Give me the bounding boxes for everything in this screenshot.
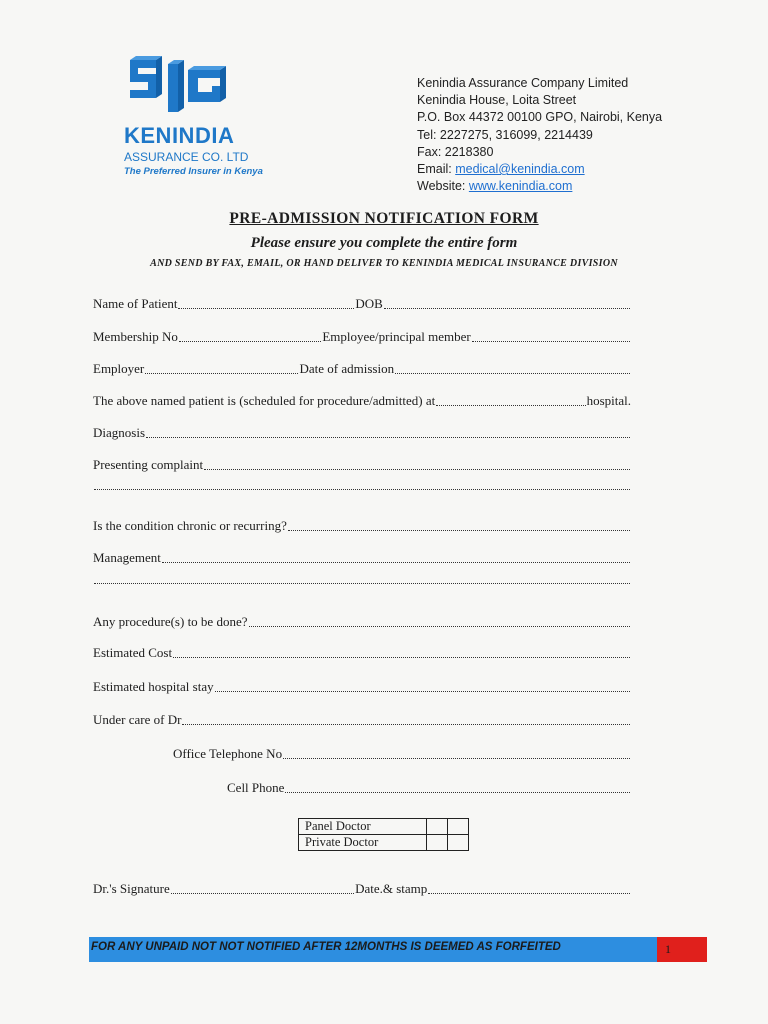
footer-notice: FOR ANY UNPAID NOT NOT NOTIFIED AFTER 12MONTHS IS DEEMED AS FORFEITED (91, 941, 561, 953)
dob-label: DOB (355, 296, 383, 311)
field-row-stay (93, 679, 631, 695)
management-field-continued[interactable] (94, 582, 630, 584)
employer-label: Employer (93, 361, 145, 376)
date-admission-label: Date of admission (299, 361, 395, 376)
diagnosis-field[interactable] (146, 436, 630, 438)
brand-tagline: The Preferred Insurer in Kenya (124, 166, 263, 177)
hospital-field[interactable] (436, 404, 585, 406)
membership-no-label: Membership No (93, 329, 178, 344)
field-row-employer (93, 361, 631, 377)
address-line-3: P.O. Box 44372 00100 GPO, Nairobi, Kenya (417, 110, 663, 125)
private-doctor-checkbox-2[interactable] (448, 835, 469, 851)
company-address (417, 75, 662, 195)
form-subtitle: Please ensure you complete the entire form (250, 235, 518, 251)
form-title: PRE-ADMISSION NOTIFICATION FORM (229, 210, 539, 227)
diagnosis-label: Diagnosis (93, 425, 145, 440)
field-row-patient (93, 296, 631, 312)
telephone: Tel: 2227275, 316099, 2214439 (417, 127, 593, 142)
address-line-1: Kenindia Assurance Company Limited (417, 76, 629, 90)
brand-subtitle: ASSURANCE CO. LTD (124, 150, 249, 164)
email-row (417, 161, 662, 178)
management-label: Management (93, 550, 161, 565)
field-row-procedures (93, 614, 631, 630)
dr-signature-label: Dr.'s Signature (93, 881, 170, 896)
field-row-management-cont (93, 582, 631, 587)
under-care-label: Under care of Dr (93, 712, 182, 727)
field-row-membership (93, 329, 631, 345)
cell-phone-field[interactable] (285, 791, 630, 793)
presenting-complaint-label: Presenting complaint (93, 457, 204, 472)
brand-block (124, 124, 263, 178)
field-row-complaint (93, 457, 631, 473)
hospital-suffix: hospital. (586, 393, 631, 408)
procedures-field[interactable] (249, 625, 631, 627)
email-label: Email: (417, 162, 456, 177)
office-phone-label: Office Telephone No (173, 746, 283, 761)
fax: Fax: 2218380 (417, 144, 494, 159)
cell-phone-label: Cell Phone (227, 780, 285, 795)
brand-name: KENINDIA (124, 123, 235, 148)
page-number-box (657, 937, 707, 962)
estimated-cost-label: Estimated Cost (93, 645, 173, 660)
date-stamp-field[interactable] (428, 892, 630, 894)
panel-doctor-checkbox[interactable] (427, 819, 448, 835)
procedures-label: Any procedure(s) to be done? (93, 614, 248, 629)
website-label: Website: (417, 179, 469, 194)
employee-member-field[interactable] (472, 340, 630, 342)
membership-no-field[interactable] (179, 340, 321, 342)
patient-name-label: Name of Patient (93, 296, 178, 311)
field-row-signature (93, 881, 631, 897)
under-care-field[interactable] (182, 723, 630, 725)
doctor-type-table (298, 818, 469, 851)
field-row-cost (93, 645, 631, 661)
field-row-doctor (93, 712, 631, 728)
panel-doctor-row (299, 819, 469, 835)
estimated-cost-field[interactable] (173, 656, 630, 658)
dr-signature-field[interactable] (171, 892, 354, 894)
page-number: 1 (665, 942, 671, 956)
kenindia-logo-icon (128, 52, 228, 120)
presenting-complaint-field-continued[interactable] (94, 488, 630, 490)
field-row-office-phone (173, 746, 631, 762)
patient-statement-label: The above named patient is (scheduled for procedure/admitted) at (93, 393, 436, 408)
footer-notice-bar (89, 937, 707, 962)
form-instruction: AND SEND BY FAX, EMAIL, OR HAND DELIVER TO KENINDIA MEDICAL INSURANCE DIVISION (150, 258, 618, 269)
presenting-complaint-field[interactable] (204, 468, 630, 470)
website-link[interactable]: www.kenindia.com (468, 179, 573, 194)
field-row-chronic (93, 518, 631, 534)
field-row-management (93, 550, 631, 566)
private-doctor-checkbox[interactable] (427, 835, 448, 851)
hospital-stay-label: Estimated hospital stay (93, 679, 214, 694)
field-row-cell-phone (227, 780, 631, 796)
address-line-2: Kenindia House, Loita Street (417, 93, 577, 108)
employee-member-label: Employee/principal member (322, 329, 471, 344)
private-doctor-row (299, 835, 469, 851)
patient-name-field[interactable] (178, 307, 354, 309)
employer-field[interactable] (145, 372, 298, 374)
chronic-label: Is the condition chronic or recurring? (93, 518, 287, 533)
field-row-diagnosis (93, 425, 631, 441)
date-stamp-label: Date.& stamp (355, 881, 428, 896)
date-admission-field[interactable] (395, 372, 630, 374)
website-row (417, 178, 662, 195)
field-row-complaint-cont (93, 488, 631, 493)
office-phone-field[interactable] (283, 757, 630, 759)
panel-doctor-checkbox-2[interactable] (448, 819, 469, 835)
field-row-hospital (93, 393, 631, 409)
chronic-field[interactable] (288, 529, 630, 531)
email-link[interactable]: medical@kenindia.com (455, 162, 585, 177)
dob-field[interactable] (384, 307, 630, 309)
panel-doctor-label: Panel Doctor (299, 819, 427, 835)
private-doctor-label: Private Doctor (299, 835, 427, 851)
management-field[interactable] (162, 561, 630, 563)
hospital-stay-field[interactable] (215, 690, 630, 692)
